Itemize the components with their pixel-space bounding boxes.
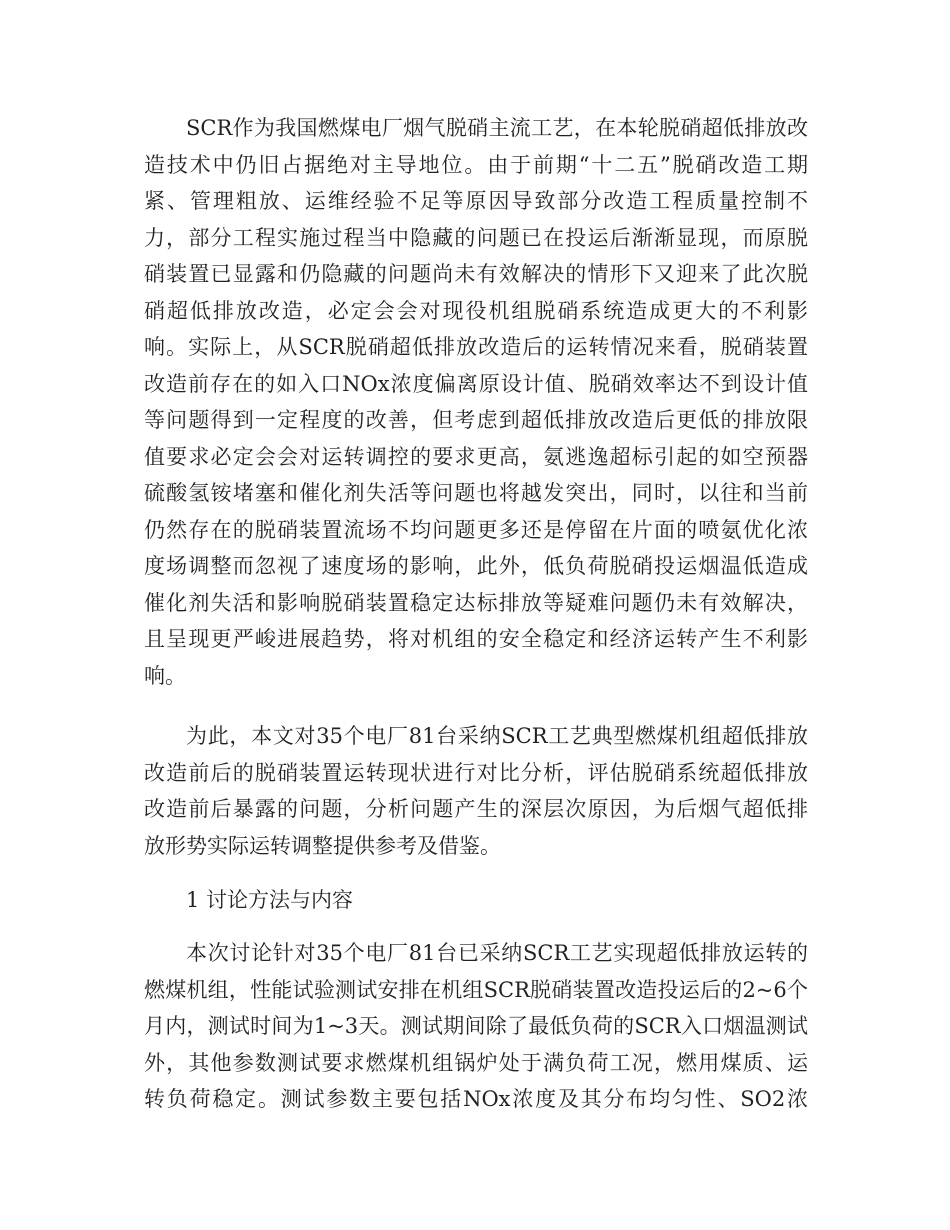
text-line: 燃煤机组，性能试验测试安排在机组SCR脱硝装置改造投运后的2~6个: [144, 977, 808, 1002]
text-line: 力，部分工程实施过程当中隐藏的问题已在投运后渐渐显现，而原脱: [144, 225, 808, 250]
text-line: 月内，测试时间为1~3天。测试期间除了最低负荷的SCR入口烟温测试: [144, 1014, 808, 1038]
text-line: 转负荷稳定。测试参数主要包括NOx浓度及其分布均匀性、SO2浓: [144, 1087, 808, 1111]
text-line: 硫酸氢铵堵塞和催化剂失活等问题也将越发突出，同时，以往和当前: [144, 481, 808, 505]
text-line: 催化剂失活和影响脱硝装置稳定达标排放等疑难问题仍未有效解决，: [144, 590, 808, 615]
text-line: 等问题得到一定程度的改善，但考虑到超低排放改造后更低的排放限: [144, 408, 808, 432]
text-line: 改造前后的脱硝装置运转现状进行对比分析，评估脱硝系统超低排放: [144, 760, 808, 785]
paragraph-purpose: [144, 718, 808, 864]
text-line: 响。: [144, 663, 186, 688]
text-line: 本次讨论针对35个电厂81台已采纳SCR工艺实现超低排放运转的: [186, 941, 808, 965]
paragraph-method: [144, 935, 808, 1118]
text-line: SCR作为我国燃煤电厂烟气脱硝主流工艺，在本轮脱硝超低排放改: [186, 116, 808, 140]
text-line: 紧、管理粗放、运维经验不足等原因导致部分改造工程质量控制不: [144, 189, 808, 213]
text-line: 且呈现更严峻进展趋势，将对机组的安全稳定和经济运转产生不利影: [144, 627, 808, 651]
text-line: 硝装置已显露和仍隐藏的问题尚未有效解决的情形下又迎来了此次脱: [144, 262, 808, 286]
text-line: 仍然存在的脱硝装置流场不均问题更多还是停留在片面的喷氨优化浓: [144, 517, 808, 542]
text-line: 为此，本文对35个电厂81台采纳SCR工艺典型燃煤机组超低排放: [186, 724, 808, 748]
text-line: 改造前存在的如入口NOx浓度偏离原设计值、脱硝效率达不到设计值: [144, 371, 808, 396]
text-line: 造技术中仍旧占据绝对主导地位。由于前期“十二五”脱硝改造工期: [144, 152, 808, 177]
text-line: 度场调整而忽视了速度场的影响，此外，低负荷脱硝投运烟温低造成: [144, 554, 808, 578]
paragraph-intro: [144, 110, 808, 694]
text-line: 外，其他参数测试要求燃煤机组锅炉处于满负荷工况，燃用煤质、运: [144, 1050, 808, 1075]
text-line: 改造前后暴露的问题，分析问题产生的深层次原因，为后烟气超低排: [144, 797, 808, 821]
text-line: 值要求必定会会对运转调控的要求更高，氨逃逸超标引起的如空预器: [144, 444, 808, 469]
text-line: 放形势实际运转调整提供参考及借鉴。: [144, 833, 501, 858]
section-heading-text: 1 讨论方法与内容: [186, 888, 354, 912]
section-heading: [144, 882, 808, 919]
text-line: 响。实际上，从SCR脱硝超低排放改造后的运转情况来看，脱硝装置: [144, 335, 808, 359]
text-line: 硝超低排放改造，必定会会对现役机组脱硝系统造成更大的不利影: [144, 298, 808, 323]
